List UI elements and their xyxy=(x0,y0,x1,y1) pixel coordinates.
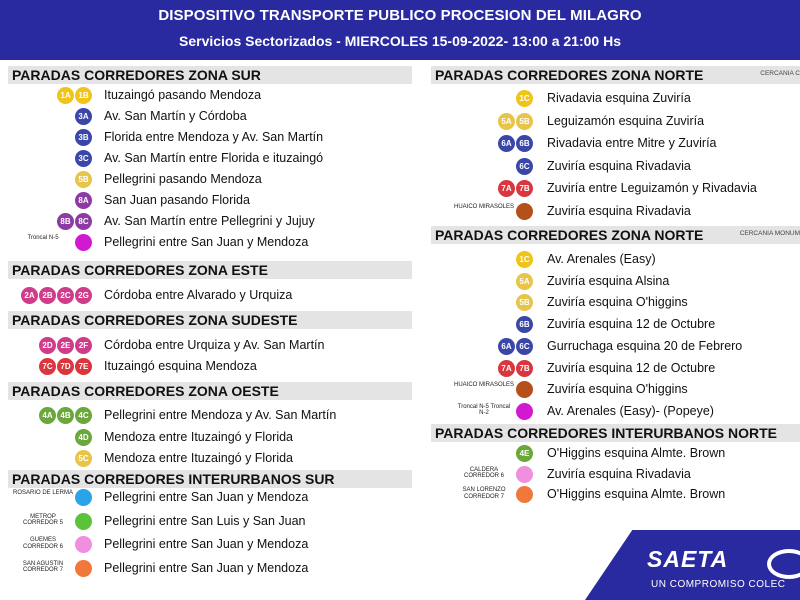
route-badge: 6B xyxy=(516,316,533,333)
stop-location: Pellegrini entre San Juan y Mendoza xyxy=(104,490,309,504)
stop-location: Gurruchaga esquina 20 de Febrero xyxy=(547,338,743,353)
stop-location: Pellegrini entre San Juan y Mendoza xyxy=(104,537,309,551)
route-badges xyxy=(498,113,533,131)
stop-row xyxy=(0,191,420,211)
section-header xyxy=(431,226,800,244)
line-label: SAN LORENZO CORREDOR 7 xyxy=(462,487,506,500)
stop-row xyxy=(425,272,800,292)
section-title: PARADAS CORREDORES ZONA NORTE xyxy=(435,227,704,243)
stop-location: San Juan pasando Florida xyxy=(104,193,250,207)
section-title: PARADAS CORREDORES ZONA NORTE xyxy=(435,67,704,83)
route-badges xyxy=(75,150,92,168)
route-badges xyxy=(39,407,92,425)
stop-row xyxy=(0,428,420,448)
stop-row xyxy=(425,465,800,485)
route-badge: 6C xyxy=(516,158,533,175)
route-badge: 4E xyxy=(516,445,533,462)
stop-row xyxy=(425,157,800,177)
stop-location: Pellegrini entre San Juan y Mendoza xyxy=(104,235,309,249)
route-badges xyxy=(516,203,533,221)
route-badge xyxy=(75,560,92,577)
stop-row xyxy=(425,179,800,199)
stop-location: Rivadavia entre Mitre y Zuviría xyxy=(547,136,717,150)
stop-row xyxy=(425,89,800,109)
section-note: CERCANIA C xyxy=(760,70,800,77)
section-title: PARADAS CORREDORES ZONA SUDESTE xyxy=(12,312,298,328)
stop-location: Ituzaingó esquina Mendoza xyxy=(104,359,257,373)
section-title: PARADAS CORREDORES ZONA ESTE xyxy=(12,262,268,278)
route-badge: 7E xyxy=(75,358,92,375)
route-badge: 4A xyxy=(39,407,56,424)
route-badge xyxy=(75,513,92,530)
section-title: PARADAS CORREDORES INTERURBANOS NORTE xyxy=(435,425,777,441)
route-badges xyxy=(516,466,533,484)
section-header xyxy=(431,424,800,442)
line-label: HUAICO MIRASOLES xyxy=(454,203,515,210)
stop-row xyxy=(0,336,420,356)
route-badge: 8C xyxy=(75,213,92,230)
stop-location: Zuviría esquina O'higgins xyxy=(547,382,688,397)
section-title: PARADAS CORREDORES INTERURBANOS SUR xyxy=(12,471,335,487)
stop-row xyxy=(425,359,800,379)
line-label: HUAICO MIRASOLES xyxy=(454,382,515,389)
route-badge: 5C xyxy=(75,450,92,467)
header-banner xyxy=(0,0,800,60)
route-badge: 2B xyxy=(39,287,56,304)
route-badges xyxy=(75,536,92,554)
route-badge xyxy=(75,234,92,251)
stop-row xyxy=(0,406,420,426)
route-badges xyxy=(75,108,92,126)
section-note: CERCANIA MONUM xyxy=(739,230,800,237)
stop-row xyxy=(425,134,800,154)
logo-slogan: UN COMPROMISO COLEC xyxy=(651,579,786,590)
route-badge: 5B xyxy=(75,171,92,188)
route-badge xyxy=(75,536,92,553)
section-header xyxy=(8,261,412,279)
saeta-logo xyxy=(585,530,800,600)
stop-location: Rivadavia esquina Zuviría xyxy=(547,91,691,105)
line-label: SAN AGUSTIN CORREDOR 7 xyxy=(22,560,64,573)
route-badges xyxy=(75,560,92,578)
route-badge: 2C xyxy=(57,287,74,304)
stop-row xyxy=(425,112,800,132)
stop-row xyxy=(0,212,420,232)
section-header xyxy=(8,66,412,84)
route-badge: 1B xyxy=(75,87,92,104)
route-badges xyxy=(516,90,533,108)
stop-location: O'Higgins esquina Almte. Brown xyxy=(547,487,726,501)
stop-location: Av. San Martín entre Pellegrini y Jujuy xyxy=(104,214,315,228)
route-badges xyxy=(516,251,533,269)
route-badges xyxy=(39,358,92,376)
route-badges xyxy=(516,445,533,463)
stop-location: Zuviría esquina 12 de Octubre xyxy=(547,360,716,375)
section-header xyxy=(8,470,412,488)
route-badge: 7B xyxy=(516,180,533,197)
stop-row xyxy=(0,149,420,169)
route-badge: 5B xyxy=(516,113,533,130)
section-header xyxy=(8,311,412,329)
route-badge xyxy=(75,489,92,506)
stop-row xyxy=(0,286,420,306)
stop-location: Leguizamón esquina Zuviría xyxy=(547,113,705,128)
route-badge: 6A xyxy=(498,338,515,355)
route-badges xyxy=(516,158,533,176)
route-badge: 4B xyxy=(57,407,74,424)
route-badges xyxy=(516,273,533,291)
route-badge: 2G xyxy=(75,287,92,304)
stop-location: Zuviría esquina 12 de Octubre xyxy=(547,317,716,332)
line-label: GUEMES CORREDOR 6 xyxy=(22,537,63,550)
stop-row xyxy=(425,337,800,357)
stop-location: Zuviría esquina Rivadavia xyxy=(547,203,691,218)
stop-location: Florida entre Mendoza y Av. San Martín xyxy=(104,130,324,144)
stop-row xyxy=(425,444,800,464)
route-badges xyxy=(498,338,533,356)
route-badge: 8A xyxy=(75,192,92,209)
route-badge: 4C xyxy=(75,407,92,424)
route-badge xyxy=(516,466,533,483)
route-badge: 6C xyxy=(516,338,533,355)
route-badges xyxy=(75,489,92,507)
route-badges xyxy=(516,381,533,399)
stop-location: Av. Arenales (Easy) xyxy=(547,252,656,266)
stop-row xyxy=(425,315,800,335)
route-badge: 3A xyxy=(75,108,92,125)
route-badges xyxy=(75,234,92,252)
route-badge: 6B xyxy=(516,135,533,152)
stop-location: Mendoza entre Ituzaingó y Florida xyxy=(104,429,293,444)
stop-location: Pellegrini pasando Mendoza xyxy=(104,172,262,186)
route-badges xyxy=(516,486,533,504)
stop-row xyxy=(0,233,420,253)
route-badge: 2D xyxy=(39,337,56,354)
stop-row xyxy=(425,293,800,313)
route-badge: 3B xyxy=(75,129,92,146)
route-badges xyxy=(498,135,533,153)
route-badge: 7B xyxy=(516,360,533,377)
route-badge: 5B xyxy=(516,294,533,311)
stop-row xyxy=(0,535,420,555)
route-badges xyxy=(75,429,92,447)
stop-location: Córdoba entre Alvarado y Urquiza xyxy=(104,288,293,302)
route-badge xyxy=(516,203,533,220)
route-badges xyxy=(75,129,92,147)
stop-location: O'Higgins esquina Almte. Brown xyxy=(547,446,726,460)
route-badge: 2E xyxy=(57,337,74,354)
stop-location: Pellegrini entre San Luis y San Juan xyxy=(104,513,306,528)
stop-row xyxy=(0,107,420,127)
stop-location: Córdoba entre Urquiza y Av. San Martín xyxy=(104,338,325,352)
route-badge: 7C xyxy=(39,358,56,375)
stop-location: Zuviría esquina Rivadavia xyxy=(547,158,691,173)
route-badges xyxy=(57,213,92,231)
route-badges xyxy=(75,192,92,210)
route-badge: 2F xyxy=(75,337,92,354)
stop-location: Zuviría esquina O'higgins xyxy=(547,295,688,310)
line-label: Troncal N-5 Troncal N-2 xyxy=(457,403,511,417)
section-header xyxy=(8,382,412,400)
stop-row xyxy=(425,202,800,222)
section-header xyxy=(431,66,800,84)
stop-location: Av. San Martín entre Florida e ituzaingó xyxy=(104,151,324,165)
route-badge: 1A xyxy=(57,87,74,104)
route-badge: 7A xyxy=(498,180,515,197)
stop-location: Ituzaingó pasando Mendoza xyxy=(104,88,262,102)
route-badge: 8B xyxy=(57,213,74,230)
stop-location: Pellegrini entre Mendoza y Av. San Martín xyxy=(104,408,337,422)
stop-row xyxy=(0,559,420,579)
route-badge xyxy=(516,403,533,420)
stop-row xyxy=(0,170,420,190)
route-badge: 3C xyxy=(75,150,92,167)
stop-row xyxy=(425,402,800,422)
route-badge: 6A xyxy=(498,135,515,152)
section-title: PARADAS CORREDORES ZONA OESTE xyxy=(12,383,279,399)
stop-row xyxy=(425,380,800,400)
route-badge: 5A xyxy=(516,273,533,290)
line-label: ROSARIO DE LERMA xyxy=(13,490,74,496)
route-badge xyxy=(516,486,533,503)
stop-location: Zuviría entre Leguizamón y Rivadavia xyxy=(547,181,757,195)
route-badges xyxy=(75,171,92,189)
route-badges xyxy=(21,287,92,305)
route-badges xyxy=(516,403,533,421)
route-badge: 1C xyxy=(516,251,533,268)
line-label: CALDERA CORREDOR 6 xyxy=(463,466,504,479)
stop-row xyxy=(425,250,800,270)
route-badge: 7D xyxy=(57,358,74,375)
logo-name: SAETA xyxy=(647,546,729,572)
route-badges xyxy=(498,360,533,378)
route-badge: 5A xyxy=(498,113,515,130)
line-label: Troncal N-5 xyxy=(27,235,59,241)
stop-location: Pellegrini entre San Juan y Mendoza xyxy=(104,560,309,575)
stop-row xyxy=(0,512,420,532)
section-title: PARADAS CORREDORES ZONA SUR xyxy=(12,67,261,83)
stop-row xyxy=(0,128,420,148)
stop-location: Av. San Martín y Córdoba xyxy=(104,109,247,123)
page-title: DISPOSITIVO TRANSPORTE PUBLICO PROCESION DEL MILAGRO xyxy=(158,7,642,24)
stop-row xyxy=(0,449,420,469)
route-badges xyxy=(75,513,92,531)
route-badges xyxy=(498,180,533,198)
route-badges xyxy=(516,294,533,312)
route-badge xyxy=(516,381,533,398)
stop-location: Av. Arenales (Easy)- (Popeye) xyxy=(547,403,714,418)
stop-row xyxy=(0,86,420,106)
stop-location: Zuviría esquina Rivadavia xyxy=(547,466,691,481)
stop-location: Mendoza entre Ituzaingó y Florida xyxy=(104,451,293,465)
line-label: METROP CORREDOR 5 xyxy=(22,513,63,526)
route-badge: 2A xyxy=(21,287,38,304)
route-badges xyxy=(75,450,92,468)
route-badge: 4D xyxy=(75,429,92,446)
stop-row xyxy=(0,357,420,377)
route-badge: 1C xyxy=(516,90,533,107)
route-badges xyxy=(516,316,533,334)
stop-location: Zuviría esquina Alsina xyxy=(547,273,670,288)
route-badge: 7A xyxy=(498,360,515,377)
route-badges xyxy=(39,337,92,355)
stop-row xyxy=(0,488,420,508)
stop-row xyxy=(425,485,800,505)
route-badges xyxy=(57,87,92,105)
page-subtitle: Servicios Sectorizados - MIERCOLES 15-09-2022- 13:00 a 21:00 Hs xyxy=(179,33,621,49)
